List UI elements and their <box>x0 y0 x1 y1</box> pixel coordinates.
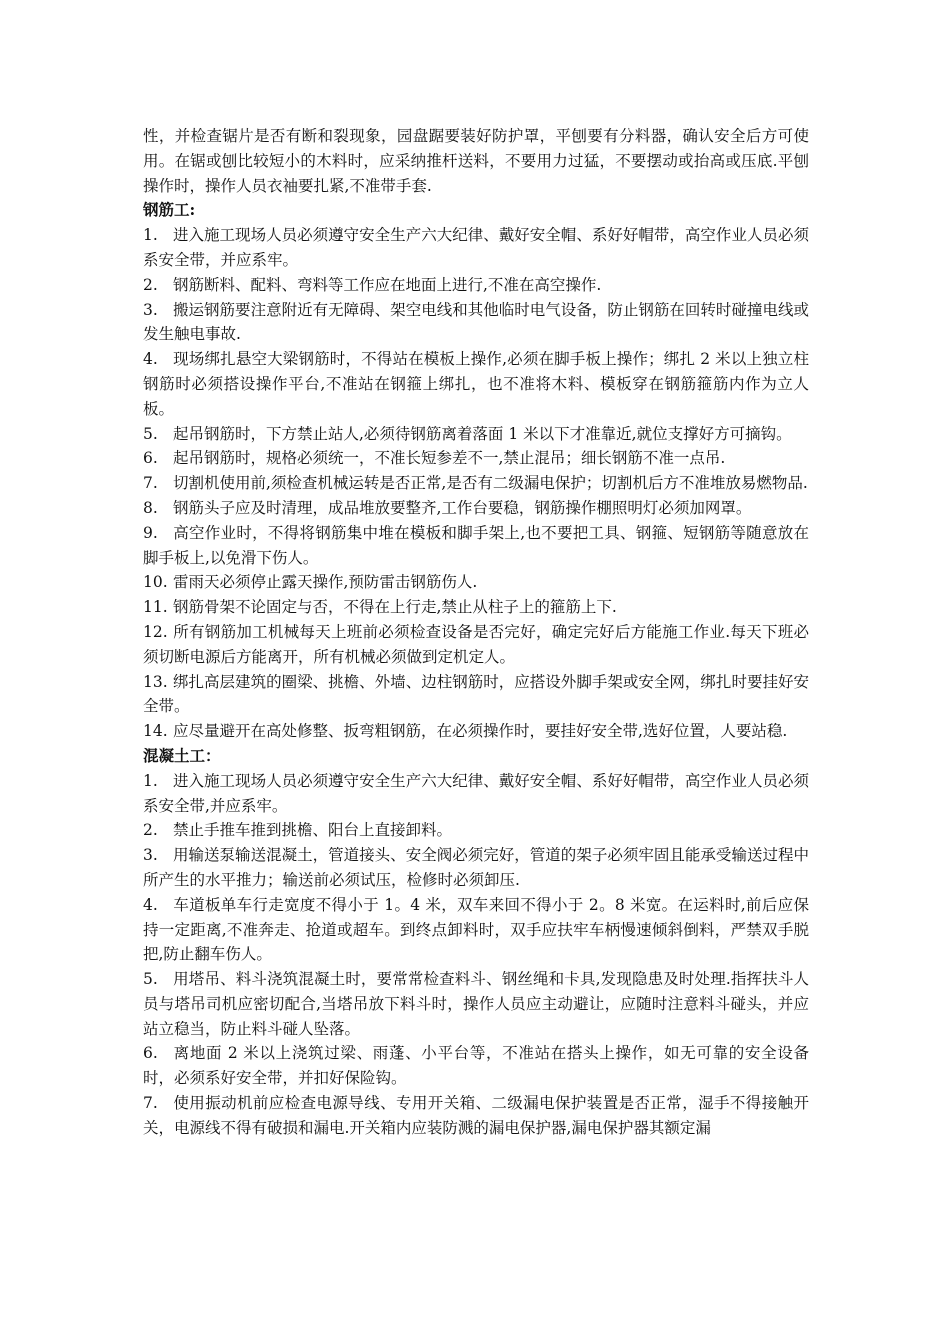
item-number: 14. <box>143 722 168 741</box>
item-number: 7. <box>143 474 158 493</box>
item-text: 雷雨天必须停止露天操作,预防雷击钢筋伤人. <box>173 573 478 592</box>
list-item <box>143 347 809 421</box>
item-number: 5. <box>143 424 158 443</box>
item-text: 进入施工现场人员必须遵守安全生产六大纪律、戴好安全帽、系好好帽带，高空作业人员必须系安全带,并应系牢。 <box>143 771 809 815</box>
item-text: 起吊钢筋时，下方禁止站人,必须待钢筋离着落面 1 米以下才准靠近,就位支撑好方可摘钩。 <box>173 424 792 443</box>
item-text: 钢筋骨架不论固定与否，不得在上行走,禁止从柱子上的箍筋上下. <box>173 598 617 617</box>
list-item <box>143 273 809 298</box>
section-heading-concrete: 混凝土工： <box>143 745 221 765</box>
item-number: 4. <box>143 350 158 369</box>
item-number: 1. <box>143 226 158 245</box>
list-item <box>143 422 809 447</box>
item-text: 所有钢筋加工机械每天上班前必须检查设备是否完好，确定完好后方能施工作业.每天下班必须切断电源后方能离开，所有机械必须做到定机定人。 <box>143 622 809 666</box>
item-text: 钢筋头子应及时清理，成品堆放要整齐,工作台要稳，钢筋操作棚照明灯必须加网罩。 <box>173 498 752 517</box>
list-item <box>143 223 809 273</box>
item-text: 高空作业时，不得将钢筋集中堆在模板和脚手架上,也不要把工具、钢箍、短钢筋等随意放在脚手板上,以免滑下伤人。 <box>143 523 809 567</box>
item-number: 2. <box>143 821 158 840</box>
list-item <box>143 843 809 893</box>
item-number: 1. <box>143 771 158 790</box>
item-text: 用输送泵输送混凝土，管道接头、安全阀必须完好，管道的架子必须牢固且能承受输送过程中所产生的水平推力；输送前必须试压，检修时必须卸压. <box>143 846 809 889</box>
item-number: 6. <box>143 449 158 468</box>
list-item <box>143 521 809 571</box>
list-item <box>143 719 809 744</box>
list-item <box>143 298 809 348</box>
list-item <box>143 818 809 843</box>
section-heading-rebar: 钢筋工: <box>143 200 196 220</box>
item-text: 应尽量避开在高处修整、扳弯粗钢筋，在必须操作时，要挂好安全带,选好位置，人要站稳. <box>173 722 788 741</box>
item-number: 4. <box>143 895 158 914</box>
item-text: 使用振动机前应检查电源导线、专用开关箱、二级漏电保护装置是否正常，湿手不得接触开关，电源线不得有破损和漏电.开关箱内应装防溅的漏电保护器,漏电保护器其额定漏 <box>143 1094 809 1137</box>
item-number: 10. <box>143 573 168 592</box>
item-number: 2. <box>143 275 158 294</box>
item-number: 3. <box>143 300 158 319</box>
list-item <box>143 471 809 496</box>
list-item <box>143 446 809 471</box>
item-text: 进入施工现场人员必须遵守安全生产六大纪律、戴好安全帽、系好好帽带，高空作业人员必须系安全带，并应系牢。 <box>143 226 809 269</box>
item-number: 7. <box>143 1094 158 1113</box>
item-text: 钢筋断料、配料、弯料等工作应在地面上进行,不准在高空操作. <box>173 275 602 294</box>
item-number: 12. <box>143 622 168 641</box>
item-number: 13. <box>143 672 168 691</box>
item-text: 现场绑扎悬空大梁钢筋时，不得站在模板上操作,必须在脚手板上操作；绑扎 2 米以上独立柱钢筋时必须搭设操作平台,不准站在钢箍上绑扎，也不准将木料、模板穿在钢筋箍筋内作为立人板。 <box>143 350 809 418</box>
item-number: 6. <box>143 1044 158 1063</box>
item-text: 切割机使用前,须检查机械运转是否正常,是否有二级漏电保护；切割机后方不准堆放易燃物品. <box>173 474 808 493</box>
item-number: 11. <box>143 598 168 617</box>
item-text: 绑扎高层建筑的圈梁、挑檐、外墙、边柱钢筋时，应搭设外脚手架或安全网，绑扎时要挂好安全带。 <box>143 672 809 716</box>
list-item <box>143 893 809 967</box>
item-text: 起吊钢筋时，规格必须统一，不准长短参差不一,禁止混吊；细长钢筋不准一点吊. <box>173 449 726 468</box>
item-number: 3. <box>143 846 158 865</box>
list-item <box>143 620 809 670</box>
item-text: 离地面 2 米以上浇筑过梁、雨蓬、小平台等，不准站在搭头上操作，如无可靠的安全设备时，必须系好安全带，并扣好保险钩。 <box>143 1044 809 1088</box>
list-item <box>143 496 809 521</box>
list-item <box>143 1041 809 1091</box>
list-item <box>143 570 809 595</box>
list-item <box>143 595 809 620</box>
item-text: 禁止手推车推到挑檐、阳台上直接卸料。 <box>173 821 453 840</box>
list-item <box>143 967 809 1041</box>
item-number: 8. <box>143 498 158 517</box>
document-page <box>143 124 809 1141</box>
item-text: 车道板单车行走宽度不得小于 1。4 米，双车来回不得小于 2。8 米宽。在运料时,前后应保持一定距离,不准奔走、抢道或超车。到终点卸料时，双手应扶牢车柄慢速倾斜倒料，严禁双手脱把,防止翻车伤人。 <box>143 895 809 964</box>
list-item <box>143 670 809 720</box>
list-item <box>143 769 809 819</box>
item-text: 用塔吊、料斗浇筑混凝土时，要常常检查料斗、钢丝绳和卡具,发现隐患及时处理.指挥扶斗人员与塔吊司机应密切配合,当塔吊放下料斗时，操作人员应主动避让，应随时注意料斗碰头，并应站立稳当，防止料斗碰人坠落。 <box>143 970 809 1038</box>
list-item <box>143 1091 809 1141</box>
item-text: 搬运钢筋要注意附近有无障碍、架空电线和其他临时电气设备，防止钢筋在回转时碰撞电线或发生触电事故. <box>143 300 809 344</box>
item-number: 5. <box>143 970 158 989</box>
intro-paragraph: 性，并检查锯片是否有断和裂现象，园盘踞要装好防护罩，平刨要有分料器，确认安全后方可使用。在锯或刨比较短小的木料时，应采纳推杆送料，不要用力过猛，不要摆动或抬高或压底.平刨操作时，操作人员衣袖要扎紧,不准带手套. <box>143 127 809 195</box>
item-number: 9. <box>143 523 158 542</box>
